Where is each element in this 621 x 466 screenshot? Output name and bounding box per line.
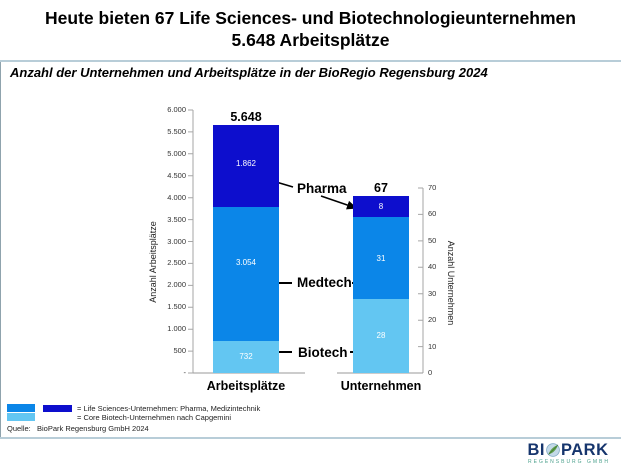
source-label: Quelle: [7,424,31,433]
legend-swatch-biotech [7,413,35,421]
left-axis-tick-label: 4.000 [167,193,186,202]
bottom-divider [0,437,621,439]
logo-text-bi: BI [527,441,545,459]
bar-arbeitsplaetze-medtech [213,207,279,341]
value-label-medtech-companies: 31 [376,254,386,263]
left-axis-tick-label: 5.500 [167,127,186,136]
logo-text-park: PARK [560,441,609,459]
left-axis-tick-label: 6.000 [167,105,186,114]
left-axis-tick-label: 2.500 [167,258,186,267]
left-axis-tick-label: - [183,368,186,377]
right-axis-tick-label: 30 [428,289,437,298]
legend-life-sciences-label: = Life Sciences-Unternehmen: Pharma, Medizintechnik [77,404,261,413]
left-axis-tick-label: 5.000 [167,149,186,158]
value-label-pharma-jobs: 1.862 [235,159,257,168]
logo-subtext: REGENSBURG GMBH [528,459,610,465]
right-axis-tick-label: 70 [428,183,437,192]
annotation-biotech: Biotech [298,345,348,360]
left-axis-title: Anzahl Arbeitsplätze [148,221,158,303]
annotation-pharma: Pharma [297,181,347,196]
value-label-pharma-companies: 8 [378,202,384,211]
annotation-medtech: Medtech [297,275,352,290]
legend-swatch-medtech [7,404,35,412]
left-axis-tick-label: 1.500 [167,302,186,311]
pharma-arrow-right [321,196,356,208]
category-label-unternehmen: Unternehmen [340,379,422,393]
chart-subtitle: Anzahl der Unternehmen und Arbeitsplätze in der BioRegio Regensburg 2024 [10,65,488,80]
left-axis-tick-label: 1.000 [167,324,186,333]
left-axis-ticks [188,110,193,373]
source-value: BioPark Regensburg GmbH 2024 [37,424,149,433]
left-axis-tick-label: 4.500 [167,171,186,180]
right-axis-ticks [418,188,423,373]
left-axis-tick-label: 3.000 [167,237,186,246]
value-label-biotech-companies: 28 [376,331,386,340]
legend-swatch-pharma [43,405,72,412]
biopark-logo-wordmark [528,442,608,458]
globe-leaf-icon [546,443,560,457]
biopark-logo [528,442,608,465]
total-arbeitsplaetze: 5.648 [230,110,262,124]
left-axis-tick-label: 500 [173,346,186,355]
total-unternehmen: 67 [374,181,388,195]
page-title-line1: Heute bieten 67 Life Sciences- und Biotechnologieunternehmen [45,8,576,28]
right-axis-tick-label: 50 [428,236,437,245]
category-label-arbeitsplaetze: Arbeitsplätze [206,379,286,393]
left-axis-tick-label: 2.000 [167,280,186,289]
right-axis-tick-label: 10 [428,342,437,351]
right-axis-tick-label: 60 [428,209,437,218]
value-label-medtech-jobs: 3.054 [235,258,257,267]
page-title-line2: 5.648 Arbeitsplätze [231,30,390,50]
value-label-biotech-jobs: 732 [239,352,253,361]
right-axis-tick-label: 0 [428,368,433,377]
right-axis-tick-label: 20 [428,315,437,324]
right-axis-tick-label: 40 [428,262,437,271]
legend-core-biotech-label: = Core Biotech-Unternehmen nach Capgemini [77,413,232,422]
left-axis-tick-label: 3.500 [167,215,186,224]
right-axis-title: Anzahl Unternehmen [446,240,456,326]
